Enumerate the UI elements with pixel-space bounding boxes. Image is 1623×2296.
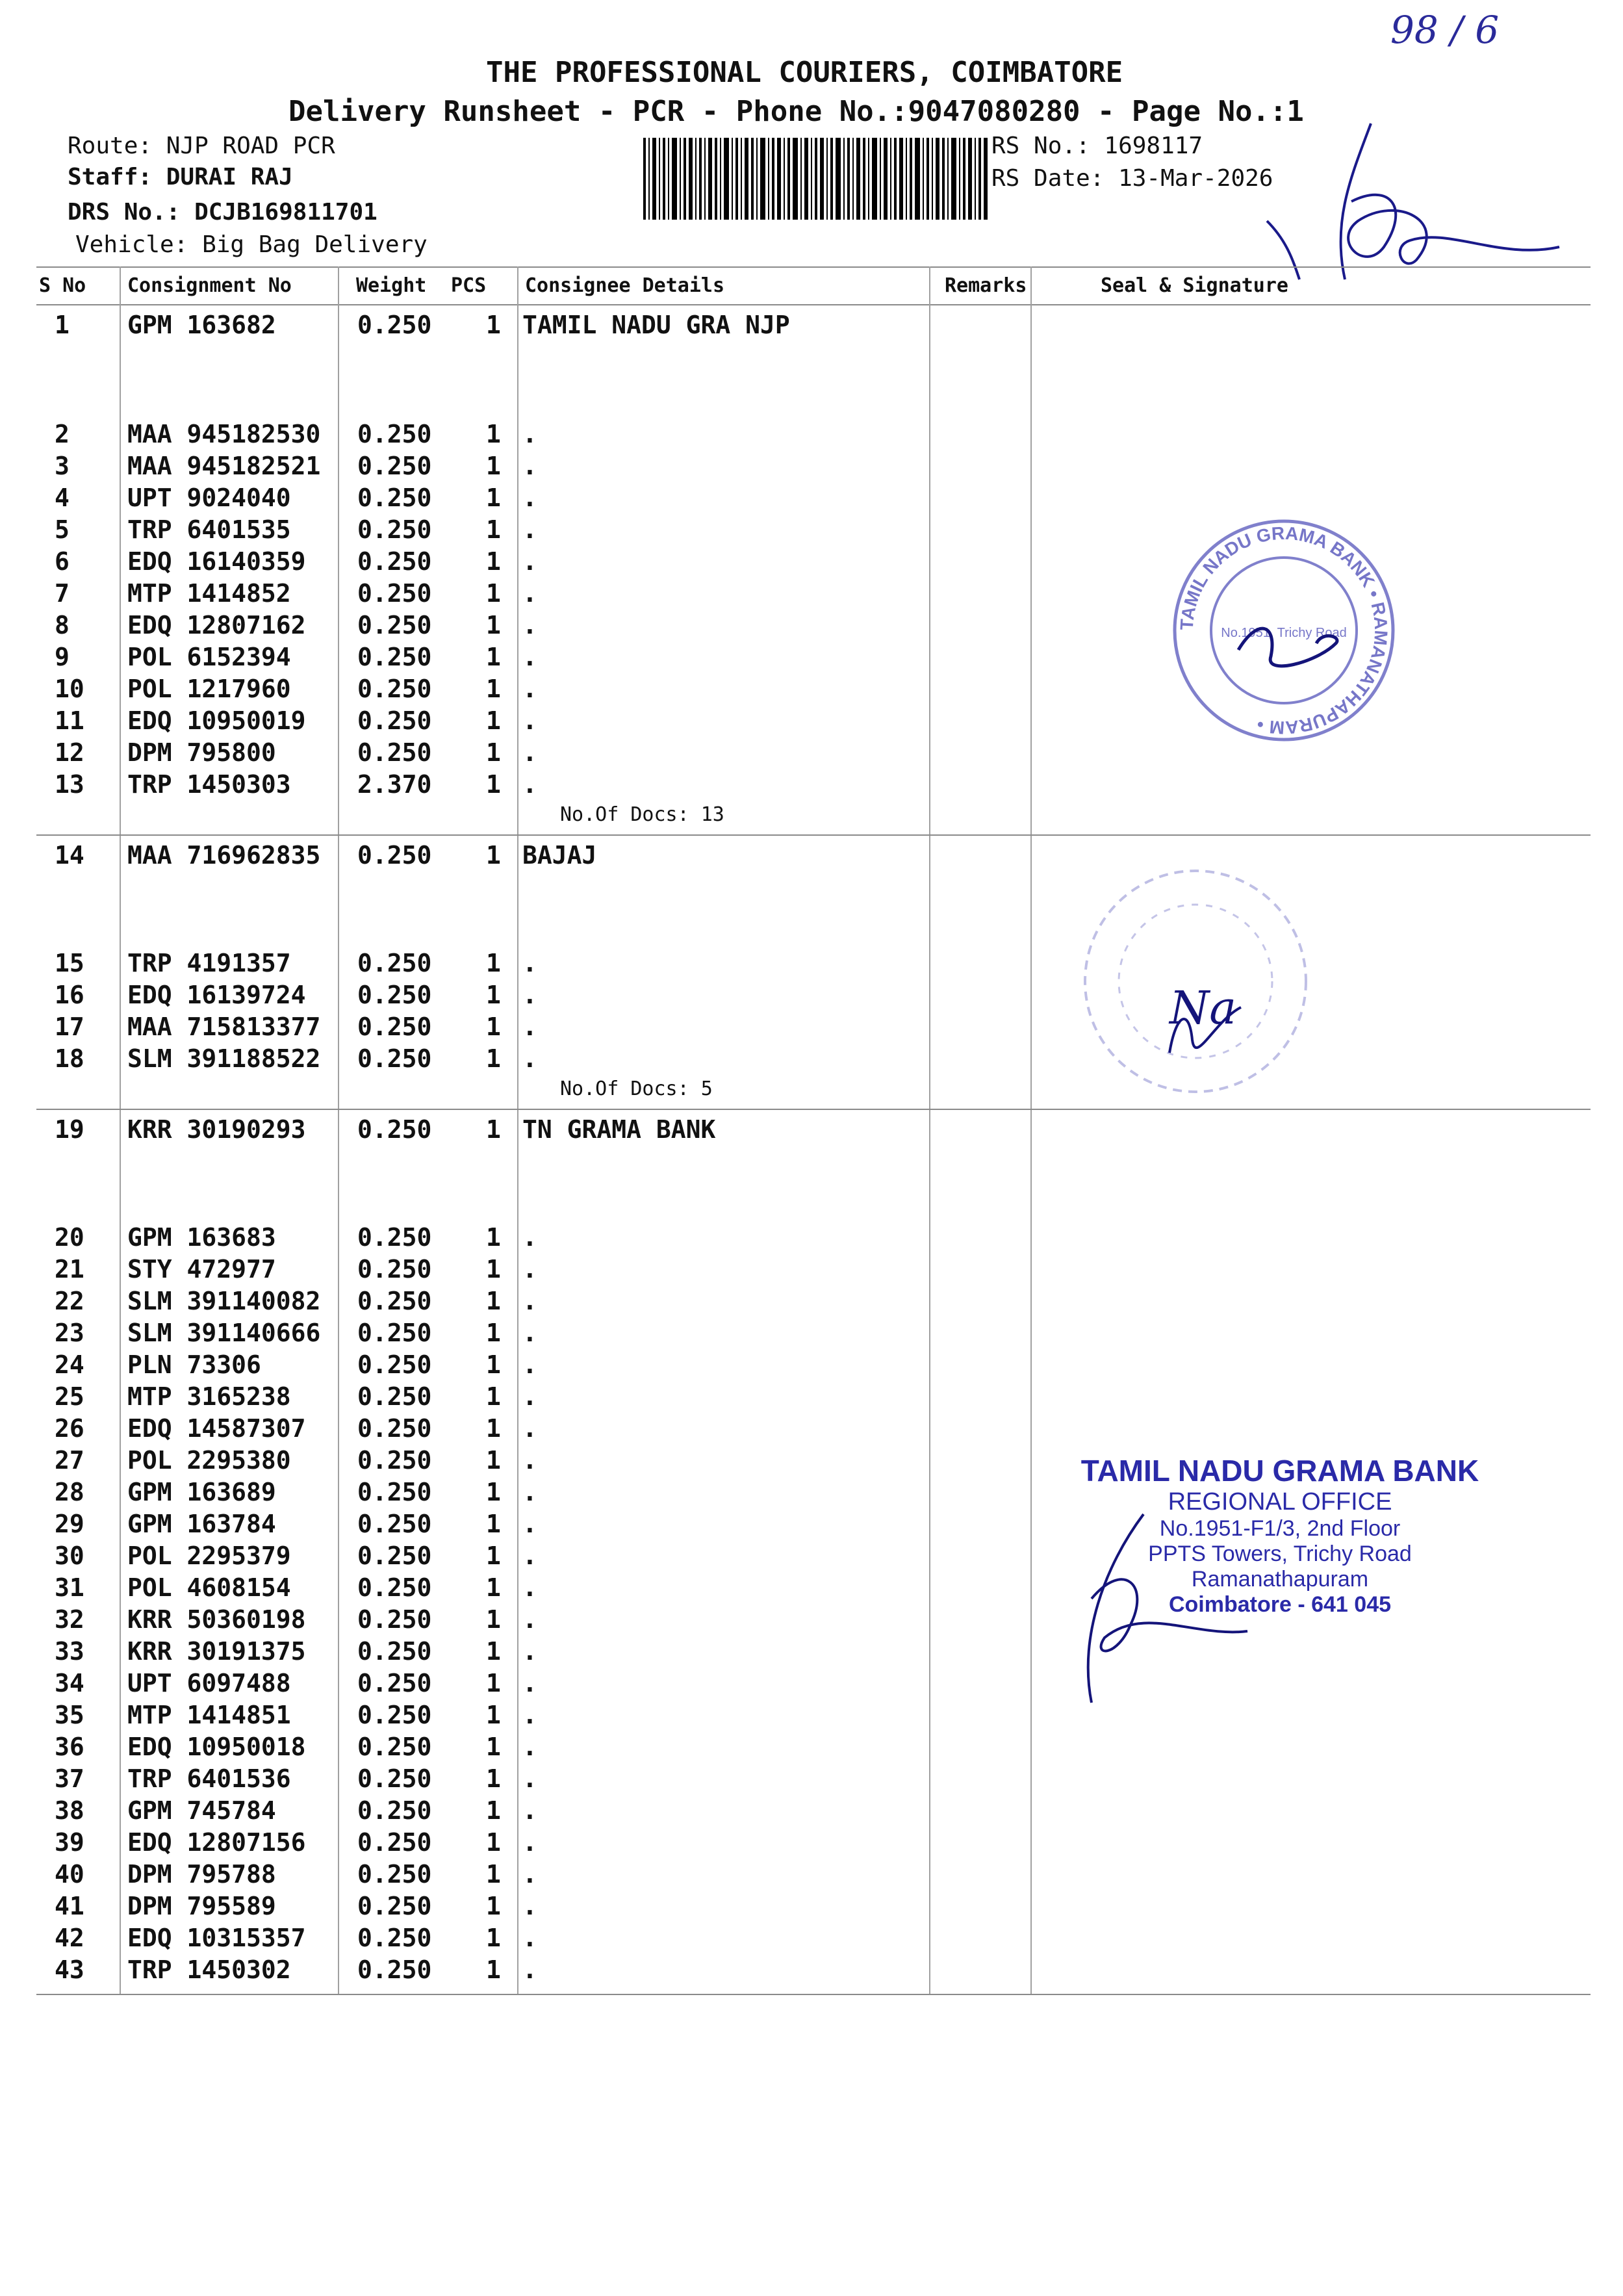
col-remarks: Remarks: [945, 274, 1027, 297]
row-consignee: .: [522, 452, 537, 480]
row-weight: 0.250: [357, 1223, 432, 1252]
handwritten-page-count: 98 / 6: [1390, 8, 1500, 52]
row-consignee: .: [522, 1955, 537, 1984]
row-pcs: 1: [486, 1828, 501, 1857]
row-consignee: TN GRAMA BANK: [522, 1115, 716, 1144]
row-pcs: 1: [486, 515, 501, 544]
row-weight: 0.250: [357, 1013, 432, 1041]
row-consignment: MTP 1414852: [127, 579, 291, 608]
row-consignee: .: [522, 484, 537, 512]
row-pcs: 1: [486, 547, 501, 576]
row-weight: 0.250: [357, 1510, 432, 1538]
row-consignment: POL 2295380: [127, 1446, 291, 1475]
row-weight: 0.250: [357, 1860, 432, 1889]
row-consignment: GPM 745784: [127, 1796, 276, 1825]
row-consignment: KRR 30191375: [127, 1637, 306, 1666]
row-consignment: KRR 50360198: [127, 1605, 306, 1634]
row-sno: 4: [55, 484, 70, 512]
row-weight: 0.250: [357, 1828, 432, 1857]
col-seal: Seal & Signature: [1101, 274, 1288, 297]
row-pcs: 1: [486, 841, 501, 870]
row-sno: 6: [55, 547, 70, 576]
row-weight: 0.250: [357, 1669, 432, 1697]
row-sno: 36: [55, 1733, 84, 1761]
row-weight: 0.250: [357, 1478, 432, 1506]
row-pcs: 1: [486, 1764, 501, 1793]
row-consignee: .: [522, 643, 537, 671]
col-sno: S No: [39, 274, 86, 297]
row-consignee: TAMIL NADU GRA NJP: [522, 311, 790, 339]
row-pcs: 1: [486, 1044, 501, 1073]
col-consignment: Consignment No: [127, 274, 292, 297]
row-weight: 2.370: [357, 770, 432, 799]
row-pcs: 1: [486, 611, 501, 639]
bank-stamp-signature: [1066, 1508, 1260, 1725]
row-pcs: 1: [486, 1350, 501, 1379]
row-consignment: MAA 945182521: [127, 452, 321, 480]
row-consignment: EDQ 16140359: [127, 547, 306, 576]
row-consignment: SLM 391140666: [127, 1319, 321, 1347]
row-sno: 33: [55, 1637, 84, 1666]
row-consignment: GPM 163784: [127, 1510, 276, 1538]
row-consignment: EDQ 10950018: [127, 1733, 306, 1761]
stamp-addr2: PPTS Towers, Trichy Road: [1148, 1541, 1412, 1566]
row-consignment: SLM 391140082: [127, 1287, 321, 1315]
row-weight: 0.250: [357, 949, 432, 977]
row-consignment: MTP 3165238: [127, 1382, 291, 1411]
row-consignment: DPM 795589: [127, 1892, 276, 1920]
row-consignee: .: [522, 1044, 537, 1073]
row-consignment: EDQ 10315357: [127, 1924, 306, 1952]
row-weight: 0.250: [357, 1637, 432, 1666]
row-sno: 34: [55, 1669, 84, 1697]
row-sno: 27: [55, 1446, 84, 1475]
row-consignment: EDQ 10950019: [127, 706, 306, 735]
col-weight: Weight: [356, 274, 427, 297]
group-total-1: No.Of Docs: 13: [560, 803, 724, 826]
row-consignment: TRP 6401536: [127, 1764, 291, 1793]
row-sno: 10: [55, 675, 84, 703]
row-weight: 0.250: [357, 675, 432, 703]
row-pcs: 1: [486, 311, 501, 339]
row-weight: 0.250: [357, 1115, 432, 1144]
row-pcs: 1: [486, 1223, 501, 1252]
row-consignee: .: [522, 1510, 537, 1538]
row-pcs: 1: [486, 675, 501, 703]
col-consignee: Consignee Details: [525, 274, 725, 297]
row-consignee: BAJAJ: [522, 841, 597, 870]
signature-na: Na: [1169, 981, 1236, 1035]
stamp-addr3: Ramanathapuram: [1191, 1567, 1369, 1592]
row-pcs: 1: [486, 1013, 501, 1041]
row-weight: 0.250: [357, 1573, 432, 1602]
row-weight: 0.250: [357, 1764, 432, 1793]
row-consignment: MAA 716962835: [127, 841, 321, 870]
row-pcs: 1: [486, 1733, 501, 1761]
row-consignee: .: [522, 1892, 537, 1920]
row-consignment: MTP 1414851: [127, 1701, 291, 1729]
barcode: [643, 138, 988, 222]
row-consignee: .: [522, 1796, 537, 1825]
row-pcs: 1: [486, 1446, 501, 1475]
row-consignee: .: [522, 1287, 537, 1315]
row-consignee: .: [522, 579, 537, 608]
row-sno: 37: [55, 1764, 84, 1793]
row-sno: 11: [55, 706, 84, 735]
row-sno: 24: [55, 1350, 84, 1379]
row-consignment: GPM 163682: [127, 311, 276, 339]
row-consignee: .: [522, 1414, 537, 1443]
row-pcs: 1: [486, 1287, 501, 1315]
row-pcs: 1: [486, 1892, 501, 1920]
row-pcs: 1: [486, 1573, 501, 1602]
row-pcs: 1: [486, 1637, 501, 1666]
row-consignment: POL 6152394: [127, 643, 291, 671]
row-consignee: .: [522, 1764, 537, 1793]
row-consignee: .: [522, 1828, 537, 1857]
row-pcs: 1: [486, 1510, 501, 1538]
row-sno: 19: [55, 1115, 84, 1144]
row-pcs: 1: [486, 1860, 501, 1889]
row-weight: 0.250: [357, 1541, 432, 1570]
stamp-bank-name: TAMIL NADU GRAMA BANK: [1080, 1454, 1479, 1488]
row-sno: 30: [55, 1541, 84, 1570]
row-pcs: 1: [486, 706, 501, 735]
vehicle-label: Vehicle: Big Bag Delivery: [75, 231, 428, 258]
row-sno: 23: [55, 1319, 84, 1347]
row-consignment: TRP 6401535: [127, 515, 291, 544]
row-sno: 15: [55, 949, 84, 977]
row-sno: 3: [55, 452, 70, 480]
row-sno: 38: [55, 1796, 84, 1825]
row-consignee: .: [522, 1319, 537, 1347]
row-sno: 12: [55, 738, 84, 767]
row-consignment: UPT 9024040: [127, 484, 291, 512]
row-pcs: 1: [486, 579, 501, 608]
row-weight: 0.250: [357, 643, 432, 671]
row-pcs: 1: [486, 1255, 501, 1283]
row-consignee: .: [522, 949, 537, 977]
row-weight: 0.250: [357, 1701, 432, 1729]
row-sno: 1: [55, 311, 70, 339]
row-consignee: .: [522, 1541, 537, 1570]
row-consignment: PLN 73306: [127, 1350, 261, 1379]
row-pcs: 1: [486, 484, 501, 512]
row-consignee: .: [522, 1701, 537, 1729]
row-weight: 0.250: [357, 311, 432, 339]
row-consignee: .: [522, 1223, 537, 1252]
row-pcs: 1: [486, 770, 501, 799]
row-consignee: .: [522, 1573, 537, 1602]
row-consignee: .: [522, 1478, 537, 1506]
row-weight: 0.250: [357, 1892, 432, 1920]
row-weight: 0.250: [357, 1350, 432, 1379]
row-consignee: .: [522, 420, 537, 448]
rs-date: RS Date: 13-Mar-2026: [991, 165, 1273, 192]
row-pcs: 1: [486, 1669, 501, 1697]
row-pcs: 1: [486, 981, 501, 1009]
row-sno: 28: [55, 1478, 84, 1506]
row-sno: 8: [55, 611, 70, 639]
row-sno: 18: [55, 1044, 84, 1073]
row-consignee: .: [522, 611, 537, 639]
row-weight: 0.250: [357, 1605, 432, 1634]
row-weight: 0.250: [357, 1733, 432, 1761]
row-pcs: 1: [486, 738, 501, 767]
row-sno: 42: [55, 1924, 84, 1952]
row-sno: 9: [55, 643, 70, 671]
row-weight: 0.250: [357, 547, 432, 576]
row-sno: 22: [55, 1287, 84, 1315]
row-pcs: 1: [486, 1478, 501, 1506]
stamp-office: REGIONAL OFFICE: [1168, 1488, 1392, 1516]
stamp-addr1: No.1951-F1/3, 2nd Floor: [1159, 1516, 1401, 1541]
row-pcs: 1: [486, 1382, 501, 1411]
row-sno: 20: [55, 1223, 84, 1252]
row-weight: 0.250: [357, 738, 432, 767]
row-weight: 0.250: [357, 420, 432, 448]
row-weight: 0.250: [357, 1924, 432, 1952]
round-stamp-ring-text: TAMIL NADU GRAMA BANK • RAMANATHAPURAM •: [1176, 522, 1392, 738]
row-weight: 0.250: [357, 1414, 432, 1443]
row-pcs: 1: [486, 1541, 501, 1570]
round-stamp-faint: [1059, 858, 1332, 1107]
row-sno: 41: [55, 1892, 84, 1920]
row-consignment: EDQ 16139724: [127, 981, 306, 1009]
row-sno: 25: [55, 1382, 84, 1411]
row-weight: 0.250: [357, 1446, 432, 1475]
row-weight: 0.250: [357, 981, 432, 1009]
row-weight: 0.250: [357, 611, 432, 639]
row-consignee: .: [522, 1924, 537, 1952]
row-consignment: DPM 795800: [127, 738, 276, 767]
row-consignment: STY 472977: [127, 1255, 276, 1283]
row-consignment: TRP 4191357: [127, 949, 291, 977]
row-sno: 16: [55, 981, 84, 1009]
row-weight: 0.250: [357, 1044, 432, 1073]
row-consignment: MAA 715813377: [127, 1013, 321, 1041]
row-consignee: .: [522, 1669, 537, 1697]
round-stamp-bank: [1167, 513, 1401, 750]
row-weight: 0.250: [357, 1955, 432, 1984]
round-stamp-inner-text: No.1951, Trichy Road: [1221, 626, 1347, 640]
row-sno: 32: [55, 1605, 84, 1634]
row-weight: 0.250: [357, 1255, 432, 1283]
row-pcs: 1: [486, 949, 501, 977]
row-consignment: MAA 945182530: [127, 420, 321, 448]
row-consignment: POL 2295379: [127, 1541, 291, 1570]
row-consignment: EDQ 12807156: [127, 1828, 306, 1857]
runsheet-subtitle: Delivery Runsheet - PCR - Phone No.:9047080280 - Page No.:1: [288, 95, 1304, 128]
row-weight: 0.250: [357, 706, 432, 735]
drs-number: DRS No.: DCJB169811701: [68, 199, 377, 226]
group-total-2: No.Of Docs: 5: [560, 1077, 713, 1100]
row-consignee: .: [522, 1013, 537, 1041]
row-sno: 29: [55, 1510, 84, 1538]
row-pcs: 1: [486, 1955, 501, 1984]
row-consignee: .: [522, 1350, 537, 1379]
row-weight: 0.250: [357, 452, 432, 480]
row-consignment: GPM 163683: [127, 1223, 276, 1252]
row-weight: 0.250: [357, 1382, 432, 1411]
row-consignment: POL 1217960: [127, 675, 291, 703]
header-signature: [1254, 110, 1566, 308]
row-consignee: .: [522, 1860, 537, 1889]
row-consignee: .: [522, 1446, 537, 1475]
route-label: Route: NJP ROAD PCR: [68, 133, 335, 159]
row-pcs: 1: [486, 1701, 501, 1729]
row-sno: 14: [55, 841, 84, 870]
row-consignee: .: [522, 1605, 537, 1634]
row-sno: 39: [55, 1828, 84, 1857]
row-weight: 0.250: [357, 1796, 432, 1825]
row-consignment: DPM 795788: [127, 1860, 276, 1889]
row-consignment: SLM 391188522: [127, 1044, 321, 1073]
row-consignee: .: [522, 706, 537, 735]
rs-number: RS No.: 1698117: [991, 133, 1203, 159]
row-consignment: TRP 1450302: [127, 1955, 291, 1984]
row-consignee: .: [522, 1733, 537, 1761]
row-weight: 0.250: [357, 1287, 432, 1315]
row-sno: 26: [55, 1414, 84, 1443]
row-consignee: .: [522, 547, 537, 576]
row-weight: 0.250: [357, 841, 432, 870]
row-consignee: .: [522, 675, 537, 703]
row-consignee: .: [522, 1637, 537, 1666]
row-pcs: 1: [486, 1605, 501, 1634]
row-consignee: .: [522, 738, 537, 767]
row-pcs: 1: [486, 1924, 501, 1952]
row-sno: 2: [55, 420, 70, 448]
row-weight: 0.250: [357, 579, 432, 608]
row-consignee: .: [522, 981, 537, 1009]
company-title: THE PROFESSIONAL COURIERS, COIMBATORE: [486, 56, 1123, 89]
row-consignment: GPM 163689: [127, 1478, 276, 1506]
row-consignment: UPT 6097488: [127, 1669, 291, 1697]
row-weight: 0.250: [357, 484, 432, 512]
staff-label: Staff: DURAI RAJ: [68, 164, 293, 190]
row-pcs: 1: [486, 1796, 501, 1825]
row-sno: 17: [55, 1013, 84, 1041]
row-pcs: 1: [486, 1115, 501, 1144]
row-sno: 35: [55, 1701, 84, 1729]
row-consignee: .: [522, 1382, 537, 1411]
row-consignee: .: [522, 770, 537, 799]
row-sno: 43: [55, 1955, 84, 1984]
row-consignee: .: [522, 1255, 537, 1283]
row-consignment: POL 4608154: [127, 1573, 291, 1602]
row-consignment: KRR 30190293: [127, 1115, 306, 1144]
row-pcs: 1: [486, 1319, 501, 1347]
row-consignment: TRP 1450303: [127, 770, 291, 799]
row-pcs: 1: [486, 420, 501, 448]
row-pcs: 1: [486, 643, 501, 671]
row-sno: 21: [55, 1255, 84, 1283]
row-consignee: .: [522, 515, 537, 544]
row-weight: 0.250: [357, 515, 432, 544]
row-consignment: EDQ 12807162: [127, 611, 306, 639]
row-sno: 7: [55, 579, 70, 608]
row-weight: 0.250: [357, 1319, 432, 1347]
col-pcs: PCS: [451, 274, 487, 297]
row-sno: 13: [55, 770, 84, 799]
row-sno: 5: [55, 515, 70, 544]
row-pcs: 1: [486, 452, 501, 480]
row-sno: 40: [55, 1860, 84, 1889]
stamp-addr4: Coimbatore - 641 045: [1168, 1592, 1392, 1617]
row-sno: 31: [55, 1573, 84, 1602]
row-pcs: 1: [486, 1414, 501, 1443]
row-consignment: EDQ 14587307: [127, 1414, 306, 1443]
